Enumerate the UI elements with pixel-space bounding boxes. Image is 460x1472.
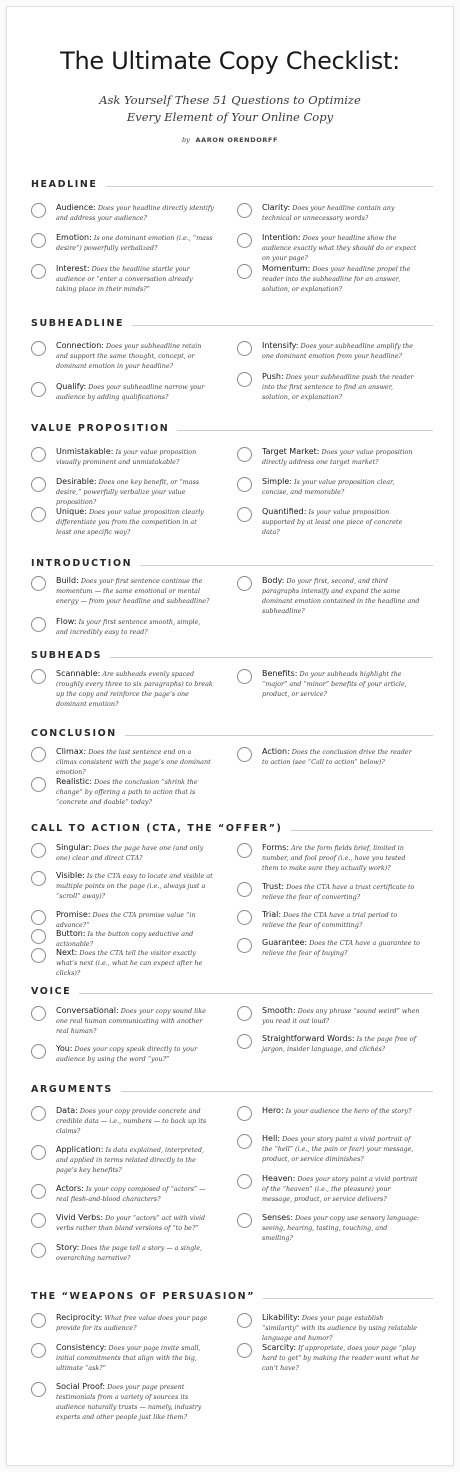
item-title: Next :: [56, 948, 77, 957]
item-description: What free value does your page provide for its audience?: [56, 1314, 208, 1332]
item-title: Vivid Verbs :: [56, 1213, 103, 1222]
section-title: VOICE: [31, 986, 79, 997]
item-text: [262, 372, 420, 402]
item-description: Do your subheads highlight the “major” and “minor” benefits of your article, product, or service?: [262, 670, 407, 698]
checkbox-circle-icon[interactable]: [31, 1145, 46, 1160]
item-description: Is your first sentence smooth, simple, and incredibly easy to read?: [56, 618, 201, 636]
item-text: [262, 507, 420, 537]
item-title: Clarity :: [262, 203, 290, 212]
section-header-conclusion: [31, 728, 433, 742]
item-title: Consistency :: [56, 1343, 107, 1352]
checkbox-circle-icon[interactable]: [31, 1343, 46, 1358]
section-header-voice: [31, 986, 433, 1000]
item-text: [56, 264, 214, 294]
item-text: [262, 1106, 420, 1116]
item-text: [56, 747, 214, 777]
section-divider: [31, 993, 433, 994]
checkbox-circle-icon[interactable]: [31, 507, 46, 522]
item-description: Does the CTA tell the visitor exactly what’s next (i.e., what he can expect after he clicks)?: [56, 949, 203, 977]
checkbox-circle-icon[interactable]: [31, 233, 46, 248]
item-title: Unique :: [56, 507, 87, 516]
checkbox-circle-icon[interactable]: [31, 777, 46, 792]
item-text: [56, 843, 214, 863]
item-title: Trust :: [262, 882, 284, 891]
item-description: Does your page present testimonials from a variety of sources its audience naturally trusts — namely, industry experts and other people just like them?: [56, 1383, 202, 1421]
checkbox-circle-icon[interactable]: [31, 203, 46, 218]
checkbox-circle-icon[interactable]: [31, 617, 46, 632]
checkbox-circle-icon[interactable]: [237, 341, 252, 356]
item-description: Are the form fields brief, limited in number, and fool proof (i.e., have you tested them to make sure they actually work)?: [262, 844, 406, 872]
item-text: [262, 447, 420, 467]
item-text: [262, 1174, 420, 1204]
item-text: [56, 576, 214, 606]
checkbox-circle-icon[interactable]: [31, 1213, 46, 1228]
item-text: [56, 1106, 214, 1136]
item-title: Forms :: [262, 843, 289, 852]
checkbox-circle-icon[interactable]: [31, 447, 46, 462]
item-title: Conversational :: [56, 1006, 119, 1015]
item-title: You :: [56, 1044, 73, 1053]
section-header-headline: [31, 179, 433, 193]
section-header-call-to-action-cta-the-offer: [31, 823, 433, 837]
item-description: Does your subheadline push the reader into the first sentence to find an answer, solution, or explanation?: [262, 373, 414, 401]
checkbox-circle-icon[interactable]: [237, 1313, 252, 1328]
checkbox-circle-icon[interactable]: [237, 203, 252, 218]
byline-prefix: by: [181, 136, 190, 144]
item-description: Does your page establish “similarity” with its audience by using relatable language and humor?: [262, 1314, 418, 1342]
checkbox-circle-icon[interactable]: [31, 929, 46, 944]
item-text: [262, 1313, 420, 1343]
item-description: If appropriate, does your page “play hard to get” by making the reader want what he can’t have?: [262, 1344, 420, 1372]
item-title: Simple :: [262, 477, 292, 486]
item-description: Does your headline contain any technical or unnecessary words?: [262, 204, 395, 222]
item-description: Is the button copy seductive and actionable?: [56, 930, 194, 948]
item-title: Visible :: [56, 871, 85, 880]
section-header-subheadline: [31, 318, 433, 332]
checkbox-circle-icon[interactable]: [31, 576, 46, 591]
section-header-the-weapons-of-persuasion: [31, 1291, 433, 1305]
item-text: [56, 777, 214, 807]
author-name: AARON ORENDORFF: [195, 136, 279, 144]
item-description: Does your subheadline retain and support the same thought, concept, or dominant emotion in your headline?: [56, 342, 202, 370]
item-description: Does your story paint a vivid portrait of the “heaven” (i.e., the pleasure) your message, product, or service delivers?: [262, 1175, 418, 1203]
item-text: [56, 203, 214, 223]
subtitle-line-2: Every Element of Your Online Copy: [126, 110, 334, 124]
checkbox-circle-icon[interactable]: [237, 447, 252, 462]
item-text: [56, 1145, 214, 1175]
checkbox-circle-icon[interactable]: [237, 1106, 252, 1121]
item-text: [56, 1184, 214, 1204]
item-title: Build :: [56, 576, 79, 585]
item-description: Do your “actors” act with vivid verbs rather than bland versions of “to be?”: [56, 1214, 206, 1232]
item-description: Does your page invite small, initial commitments that align with the big, ultimate “ask?”: [56, 1344, 201, 1372]
item-title: Audience :: [56, 203, 96, 212]
item-text: [56, 233, 214, 253]
item-text: [262, 1006, 420, 1026]
item-description: Are subheads evenly spaced (roughly every three to six paragraphs) to break up the copy and reinforce the page’s one dominant emotion?: [56, 670, 213, 708]
checkbox-circle-icon[interactable]: [237, 1174, 252, 1189]
item-title: Realistic :: [56, 777, 92, 786]
section-title: VALUE PROPOSITION: [31, 423, 177, 434]
checkbox-circle-icon[interactable]: [31, 1382, 46, 1397]
checkbox-circle-icon[interactable]: [237, 576, 252, 591]
checkbox-circle-icon[interactable]: [237, 882, 252, 897]
checkbox-circle-icon[interactable]: [237, 747, 252, 762]
item-text: [262, 1134, 420, 1164]
item-description: Is one dominant emotion (i.e., “mass desire”) powerfully verbalized?: [56, 234, 213, 252]
item-title: Push :: [262, 372, 284, 381]
item-title: Straightforward Words :: [262, 1034, 355, 1043]
checkbox-circle-icon[interactable]: [237, 1134, 252, 1149]
item-description: Does your copy provide concrete and credible data — i.e., numbers — to back up its claims?: [56, 1107, 207, 1135]
item-description: Does your value proposition directly address one target market?: [262, 448, 413, 466]
item-description: Is your copy composed of “actors” — real flesh-and-blood characters?: [56, 1185, 206, 1203]
item-description: Does your value proposition clearly differentiate you from the competition in at least one specific way?: [56, 508, 204, 536]
section-header-introduction: [31, 558, 433, 572]
item-text: [262, 233, 420, 263]
item-description: Do your first, second, and third paragraphs intensify and expand the same dominant emotion contained in the headline and subheadline?: [262, 577, 420, 615]
item-title: Application :: [56, 1145, 103, 1154]
item-description: Does the CTA have a trial period to relieve the fear of committing?: [262, 911, 398, 929]
item-description: Is your value proposition clear, concise, and memorable?: [262, 478, 395, 496]
checkbox-circle-icon[interactable]: [31, 1006, 46, 1021]
checkbox-circle-icon[interactable]: [31, 264, 46, 279]
item-description: Does the conclusion “shrink the change” by offering a path to action that is “concrete and doable” today?: [56, 778, 198, 806]
item-title: Scannable :: [56, 669, 100, 678]
checkbox-circle-icon[interactable]: [237, 264, 252, 279]
checkbox-circle-icon[interactable]: [237, 507, 252, 522]
item-text: [56, 1313, 214, 1333]
checkbox-circle-icon[interactable]: [237, 1006, 252, 1021]
checkbox-circle-icon[interactable]: [31, 477, 46, 492]
checkbox-circle-icon[interactable]: [31, 1106, 46, 1121]
item-text: [262, 1213, 420, 1243]
item-text: [56, 507, 214, 537]
item-text: [262, 669, 420, 699]
item-text: [56, 382, 214, 402]
item-title: Data :: [56, 1106, 78, 1115]
item-description: Is data explained, interpreted, and applied in terms related directly to the page’s key benefits?: [56, 1146, 204, 1174]
item-title: Momentum :: [262, 264, 310, 273]
section-header-subheads: [31, 650, 433, 664]
item-description: Does any phrase “sound weird” when you read it out loud?: [262, 1007, 420, 1025]
section-title: SUBHEADS: [31, 650, 110, 661]
item-title: Hero :: [262, 1106, 284, 1115]
item-description: Does your copy speak directly to your audience by using the word “you?”: [56, 1045, 198, 1063]
item-description: Does your subheadline amplify the one dominant emotion from your headline?: [262, 342, 414, 360]
checkbox-circle-icon[interactable]: [31, 1243, 46, 1258]
section-title: CONCLUSION: [31, 728, 125, 739]
item-description: Does the page tell a story — a single, overarching narrative?: [56, 1244, 203, 1262]
item-description: Does your headline show the audience exactly what they should do or expect on your page?: [262, 234, 417, 262]
item-title: Desirable :: [56, 477, 97, 486]
checkbox-circle-icon[interactable]: [31, 871, 46, 886]
item-text: [56, 477, 214, 507]
item-text: [56, 447, 214, 467]
section-title: THE “WEAPONS OF PERSUASION”: [31, 1291, 263, 1302]
checkbox-circle-icon[interactable]: [237, 1343, 252, 1358]
item-title: Heaven :: [262, 1174, 295, 1183]
item-text: [56, 871, 214, 901]
item-title: Quantified :: [262, 507, 306, 516]
item-text: [56, 1213, 214, 1233]
checkbox-circle-icon[interactable]: [237, 938, 252, 953]
item-description: Does one key benefit, or “mass desire,” powerfully verbalize your value proposition?: [56, 478, 200, 506]
item-text: [56, 1382, 214, 1422]
checkbox-circle-icon[interactable]: [237, 669, 252, 684]
item-title: Climax :: [56, 747, 86, 756]
item-text: [56, 929, 214, 949]
checkbox-circle-icon[interactable]: [237, 233, 252, 248]
item-title: Scarcity :: [262, 1343, 296, 1352]
byline: [7, 136, 453, 144]
item-description: Does your copy use sensory language: seeing, hearing, tasting, touching, and smelling?: [262, 1214, 420, 1242]
item-description: Does the page have one (and only one) clear and direct CTA?: [56, 844, 204, 862]
item-description: Is the page free of jargon, insider language, and clichés?: [262, 1035, 416, 1053]
item-text: [56, 948, 214, 978]
subtitle-line-1: Ask Yourself These 51 Questions to Optimize: [99, 93, 361, 107]
item-description: Is the CTA easy to locate and visible at multiple points on the page (i.e., always just a “scroll” away)?: [56, 872, 213, 900]
item-text: [262, 477, 420, 497]
item-text: [56, 1243, 214, 1263]
item-description: Is your value proposition supported by at least one piece of concrete data?: [262, 508, 403, 536]
checkbox-circle-icon[interactable]: [31, 843, 46, 858]
item-title: Guarantee :: [262, 938, 307, 947]
item-title: Flow :: [56, 617, 77, 626]
item-title: Unmistakable :: [56, 447, 113, 456]
item-description: Is your audience the hero of the story?: [283, 1107, 412, 1115]
item-title: Senses :: [262, 1213, 293, 1222]
item-title: Connection :: [56, 341, 104, 350]
item-description: Is your value proposition visually prominent and unmistakable?: [56, 448, 197, 466]
item-description: Does the CTA promise value “in advance?”: [56, 911, 196, 929]
item-description: Does the CTA have a trust certificate to relieve the fear of converting?: [262, 883, 415, 901]
item-title: Intensify :: [262, 341, 298, 350]
item-text: [56, 341, 214, 371]
item-title: Interest :: [56, 264, 90, 273]
item-title: Hell :: [262, 1134, 280, 1143]
checkbox-circle-icon[interactable]: [237, 910, 252, 925]
item-title: Social Proof :: [56, 1382, 105, 1391]
item-text: [56, 1006, 214, 1036]
item-description: Does your subheadline narrow your audience by adding qualifications?: [56, 383, 205, 401]
item-text: [262, 747, 420, 767]
item-title: Promise :: [56, 910, 91, 919]
item-title: Action :: [262, 747, 290, 756]
item-title: Button :: [56, 929, 86, 938]
item-description: Does the CTA have a guarantee to relieve the fear of buying?: [262, 939, 420, 957]
item-description: Does the last sentence end on a climax consistent with the page’s one dominant emotion?: [56, 748, 211, 776]
page-title: The Ultimate Copy Checklist:: [60, 47, 400, 75]
item-description: Does your headline directly identify and address your audience?: [56, 204, 214, 222]
item-title: Qualify :: [56, 382, 86, 391]
item-title: Trial :: [262, 910, 281, 919]
checkbox-circle-icon[interactable]: [31, 1313, 46, 1328]
item-text: [262, 1343, 420, 1373]
item-description: Does your story paint a vivid portrait of the “hell” (i.e., the pain or fear) your message, product, or service diminishes?: [262, 1135, 414, 1163]
checkbox-circle-icon[interactable]: [31, 382, 46, 397]
checkbox-circle-icon[interactable]: [31, 341, 46, 356]
item-text: [262, 843, 420, 873]
item-text: [262, 576, 420, 616]
item-title: Benefits :: [262, 669, 297, 678]
item-description: Does your copy sound like one real human communicating with another real human?: [56, 1007, 206, 1035]
checkbox-circle-icon[interactable]: [237, 843, 252, 858]
checkbox-circle-icon[interactable]: [237, 477, 252, 492]
item-text: [262, 264, 420, 294]
item-text: [262, 341, 420, 361]
item-text: [262, 910, 420, 930]
section-title: INTRODUCTION: [31, 558, 140, 569]
item-title: Actors :: [56, 1184, 84, 1193]
item-title: Intention :: [262, 233, 301, 242]
checkbox-circle-icon[interactable]: [31, 1184, 46, 1199]
checkbox-circle-icon[interactable]: [31, 747, 46, 762]
checkbox-circle-icon[interactable]: [31, 910, 46, 925]
section-title: CALL TO ACTION (CTA, THE “OFFER”): [31, 823, 291, 834]
section-header-value-proposition: [31, 423, 433, 437]
item-title: Target Market :: [262, 447, 320, 456]
item-title: Smooth :: [262, 1006, 296, 1015]
section-title: HEADLINE: [31, 179, 106, 190]
item-description: Does the headline startle your audience or “enter a conversation already taking place in their minds?”: [56, 265, 193, 293]
item-text: [262, 1034, 420, 1054]
item-title: Reciprocity :: [56, 1313, 102, 1322]
item-title: Body :: [262, 576, 284, 585]
item-title: Singular :: [56, 843, 92, 852]
checkbox-circle-icon[interactable]: [237, 1034, 252, 1049]
item-description: Does your headline propel the reader into the subheadline for an answer, solution, or explanation?: [262, 265, 411, 293]
checkbox-circle-icon[interactable]: [237, 1213, 252, 1228]
item-text: [56, 910, 214, 930]
checkbox-circle-icon[interactable]: [31, 948, 46, 963]
item-title: Emotion :: [56, 233, 92, 242]
section-title: ARGUMENTS: [31, 1084, 121, 1095]
checklist-page: [6, 6, 454, 1466]
item-text: [56, 669, 214, 709]
checkbox-circle-icon[interactable]: [31, 1044, 46, 1059]
item-text: [262, 882, 420, 902]
item-text: [56, 1044, 214, 1064]
item-text: [56, 617, 214, 637]
section-title: SUBHEADLINE: [31, 318, 132, 329]
item-title: Likability :: [262, 1313, 300, 1322]
checkbox-circle-icon[interactable]: [31, 669, 46, 684]
item-description: Does your first sentence continue the momentum — the same emotional or mental energy — from your headline and subheadline?: [56, 577, 210, 605]
section-header-arguments: [31, 1084, 433, 1098]
page-subtitle: [67, 92, 393, 126]
item-title: Story :: [56, 1243, 79, 1252]
item-text: [262, 203, 420, 223]
checkbox-circle-icon[interactable]: [237, 372, 252, 387]
item-text: [262, 938, 420, 958]
item-text: [56, 1343, 214, 1373]
item-description: Does the conclusion drive the reader to action (see “Call to action” below)?: [262, 748, 412, 766]
